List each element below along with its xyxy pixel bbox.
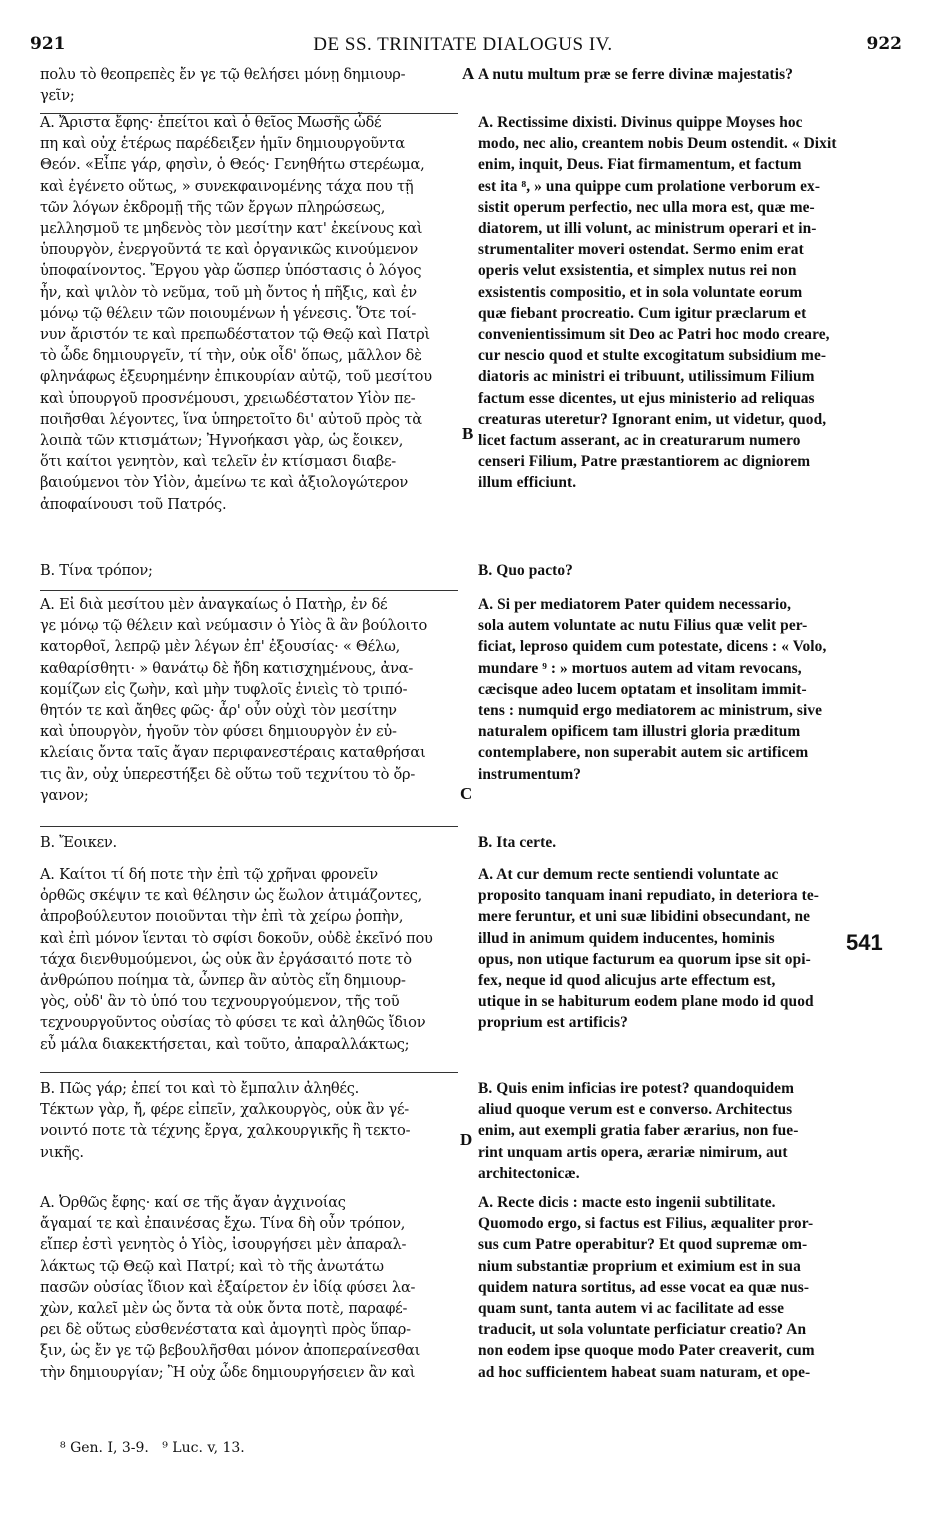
paragraph-rule <box>40 590 458 591</box>
latin-paragraph: A. Recte dicis : macte esto ingenii subtilitate. Quomodo ergo, si factus est Filius, æqualiter pror- sus cum Patre operabitur? Et quod supremæ om- nium substantiæ proprium et eximium est in sua quidem natura sortitus, ad esse vocat ea quæ nus- quam sunt, tanta autem vi ac facilitate ad esse traducit, ut sola voluntate perficiatur creatio? An non eodem ipse quoque modo Pater creaverit, cum ad hoc sufficientem habeat suam naturam, et ope- <box>478 1194 815 1381</box>
latin-paragraph: A. Rectissime dixisti. Divinus quippe Moyses hoc modo, nec alio, creantem nobis Deum ostendit. « Dixit enim, inquit, Deus. Fiat firmamentum, et factum est ita ⁸, » una quippe cum prolatione verborum ex- sistit operum perfectio, nec ulla mora est, quæ me- diatorem, ut illi volunt, ac ministrum operari et in- strumentaliter moveri ostendat. Sermo enim erat operis velut exsistentia, et simplex nutus rei non exsistentis compositio, et in sola voluntate eorum quæ fiebant procreatio. Cum igitur præclarum et convenientissimum sit Deo ac Patri hoc modo creare, cur nescio quod et stulte excogitatum subsidium me- diatoris ac ministri ei tribuunt, utilissimum Filium factum esse dicentes, ut ejus ministerio ad reliquas creaturas uteretur? Ignorant enim, ut videtur, quod, licet factum asserant, ac in creaturarum numero censeri Filium, Patre præstantiorem ac digniorem illum efficiunt. <box>478 114 837 492</box>
latin-paragraph: A. Si per mediatorem Pater quidem necessario, sola autem voluntate ac nutu Filius quæ velit per- ficiat, leproso quidem cum potestate, dicens : « Volo, mundare ⁹ : » mortuos autem ad vitam revocans, cæcisque adeo lucem optatam et insolitam immit- tens : numquid ergo mediatorem ac ministrum, sive naturalem opificem tam illustri gloria præditum contemplabere, non superabit autem sic artificem instrumentum? <box>478 596 827 783</box>
latin-paragraph: B. Quis enim inficias ire potest? quandoquidem aliud quoque verum est e converso. Architectus enim, aut exempli gratia faber ærarius, non fue- rint unquam artis opera, ærariæ nimirum, aut architectonicæ. <box>478 1080 799 1182</box>
margin-letter-b: B <box>462 424 474 443</box>
latin-paragraph: A nutu multum præ se ferre divinæ majestatis? <box>478 66 794 83</box>
page-number-right: 922 <box>866 34 902 54</box>
paragraph-rule <box>40 113 458 114</box>
latin-paragraph: A. At cur demum recte sentiendi voluntate ac proposito tanquam inani repudiato, in deteriora te- mere feruntur, et uni suæ libidini obsecundant, ne illud in animum quidem inducentes, hominis opus, non utique facturum ea quorum ipse sit opi- fex, neque id quod alicujus arte effectum est, utique in se habiturum eodem plane modo id quod proprium est artificis? <box>478 866 820 1032</box>
greek-paragraph: Β. Ἔοικεν. <box>40 834 117 851</box>
greek-paragraph: Α. Ἄριστα ἔφης· ἐπείτοι καὶ ὁ θεῖος Μωσῆς ὧδέ πη καὶ οὐχ ἑτέρως παρέδειξεν ἡμῖν δημιουργοῦντα Θεόν. «Εἶπε γάρ, φησὶν, ὁ Θεός· Γενηθήτω στερέωμα, καὶ ἐγένετο οὕτως, » συνεκφαινομένης τάχα που τῇ τῶν λόγων ἐκδρομῇ τῆς τῶν ἔργων πληρώσεως, μελλησμοῦ τε μηδενὸς τὸν μεσίτην κατ' ἐκείνους καὶ ὑπουργὸν, ἐνεργοῦντά τε καὶ ὀργανικῶς κινούμενον ὑποφαίνοντος. Ἔργου γὰρ ὥσπερ ὑπόστασις ὁ λόγος ἦν, καὶ ψιλὸν τὸ νεῦμα, τοῦ μὴ ὄντος ἡ πῆξις, καὶ ἐν μόνῳ τῷ θέλειν τῶν ποιουμένων ἡ γένεσις. Ὅτε τοί- νυν ἄριστόν τε καὶ πρεπωδέστατον τῷ Θεῷ καὶ Πατρὶ τὸ ὧδε δημιουργεῖν, τί τὴν, οὐκ οἶδ' ὅπως, μᾶλλον δὲ φληνάφως ἐξευρημένην ἐπικουρίαν αὐτῷ, τοῦ μεσίτου καὶ ὑπουργοῦ προσνέμουσι, χρειωδέστατον Υἱὸν πε- ποιῆσθαι λέγοντες, ἵνα ὑπηρετοῖτο δι' αὐτοῦ πρὸς τὰ λοιπὰ τῶν κτισμάτων; Ἠγνοήκασι γὰρ, ὡς ἔοικεν, ὅτι καίτοι γενητὸν, καὶ τελεῖν ἐν κτίσμασι διαβε- βαιούμενοι τὸν Υἱὸν, ἀμείνω τε καὶ ἀξιολογώτερον ἀποφαίνουσι τοῦ Πατρός. <box>40 114 432 513</box>
margin-letter-c: C <box>460 784 473 803</box>
greek-paragraph: Α. Ὀρθῶς ἔφης· καί σε τῆς ἄγαν ἀγχινοίας ἄγαμαί τε καὶ ἐπαινέσας ἔχω. Τίνα δὴ οὖν τρόπον, εἴπερ ἐστὶ γενητὸς ὁ Υἱὸς, ἰσουργήσει μὲν ἀπαραλ- λάκτως τῷ Θεῷ καὶ Πατρί; καὶ τὸ τῆς ἀνωτάτω πασῶν οὐσίας ἴδιον καὶ ἐξαίρετον ἐν ἰδίᾳ φύσει λα- χὼν, καλεῖ μὲν ὡς ὄντα τὰ οὐκ ὄντα ποτὲ, παραφέ- ρει δὲ οὕτως εὐσθενέστατα καὶ ἀμογητὶ πρὸς ὕπαρ- ξιν, ὡς ἔν γε τῷ βεβουλῆσθαι μόνον ἀποπεραίνεσθαι τὴν δημιουργίαν; Ἢ οὐχ ὧδε δημιουργήσειεν ἂν καὶ <box>40 1194 421 1381</box>
paragraph-rule <box>40 826 458 827</box>
footnotes: ⁸ Gen. I, 3-9. ⁹ Luc. v, 13. <box>60 1440 245 1456</box>
running-header <box>30 34 902 60</box>
latin-paragraph: B. Ita certe. <box>478 834 557 851</box>
greek-paragraph: πολυ τὸ θεοπρεπὲς ἔν γε τῷ θελήσει μόνῃ δημιουρ- γεῖν; <box>40 66 406 105</box>
page-marker: 541 <box>846 930 883 955</box>
greek-paragraph: Α. Εἰ διὰ μεσίτου μὲν ἀναγκαίως ὁ Πατὴρ, ἐν δέ γε μόνῳ τῷ θέλειν καὶ νεύμασιν ὁ Υἱὸς ἃ ἂν βούλοιτο κατορθοῖ, λεπρῷ μὲν λέγων ἐπ' ἐξουσίας· « Θέλω, καθαρίσθητι· » θανάτῳ δὲ ἤδη κατισχημένους, ἀνα- κομίζων εἰς ζωὴν, καὶ μὴν τυφλοῖς ἐνιεὶς τὸ τριπό- θητόν τε καὶ ἄηθες φῶς· ἆρ' οὖν οὐχὶ τὸν μεσίτην καὶ ὑπουργὸν, ἡγοῦν τὸν φύσει δημιουργὸν ἐν εὐ- κλείαις ὄντα ταῖς ἄγαν περιφανεστέραις καταθρήσαι τις ἂν, οὐχ ὑπερεστήξει δὲ οὕτω τοῦ τεχνίτου τὸ ὄρ- γανον; <box>40 596 427 804</box>
page-number-left: 921 <box>30 34 66 54</box>
running-title: DE SS. TRINITATE DIALOGUS IV. <box>313 34 613 55</box>
latin-paragraph: B. Quo pacto? <box>478 562 573 579</box>
margin-letter-d: D <box>460 1130 473 1149</box>
paragraph-rule <box>40 1072 458 1073</box>
margin-letter-a: A <box>462 64 475 83</box>
greek-paragraph: Α. Καίτοι τί δή ποτε τὴν ἐπὶ τῷ χρῆναι φρονεῖν ὀρθῶς σκέψιν τε καὶ θέλησιν ὡς ἕωλον ἀτιμάζοντες, ἀπροβούλευτον ποιοῦνται τὴν ἐπὶ τὰ χείρω ῥοπὴν, καὶ ἐπὶ μόνον ἵενται τὸ σφίσι δοκοῦν, οὐδὲ ἐκεῖνό που τάχα διενθυμούμενοι, ὡς οὐκ ἂν ἐργάσαιτό ποτε τὸ ἀνθρώπου ποίημα τὰ, ὧνπερ ἂν αὐτὸς εἴη δημιουρ- γὸς, οὐδ' ἂν τὸ ὑπό του τεχνουργούμενον, τῆς τοῦ τεχνουργοῦντος οὐσίας τὸ φύσει τε καὶ ἀληθῶς ἴδιον εὖ μάλα διακεκτήσεται, καὶ τοῦτο, ἀπαραλλάκτως; <box>40 866 433 1053</box>
greek-paragraph: Β. Τίνα τρόπον; <box>40 562 153 579</box>
greek-paragraph: Β. Πῶς γάρ; ἐπεί τοι καὶ τὸ ἔμπαλιν ἀληθές. Τέκτων γὰρ, ἤ, φέρε εἰπεῖν, χαλκουργὸς, οὐκ ἂν γέ- νοιντό ποτε τὰ τέχνης ἔργα, χαλκουργικῆς ἢ τεκτο- νικῆς. <box>40 1080 411 1161</box>
